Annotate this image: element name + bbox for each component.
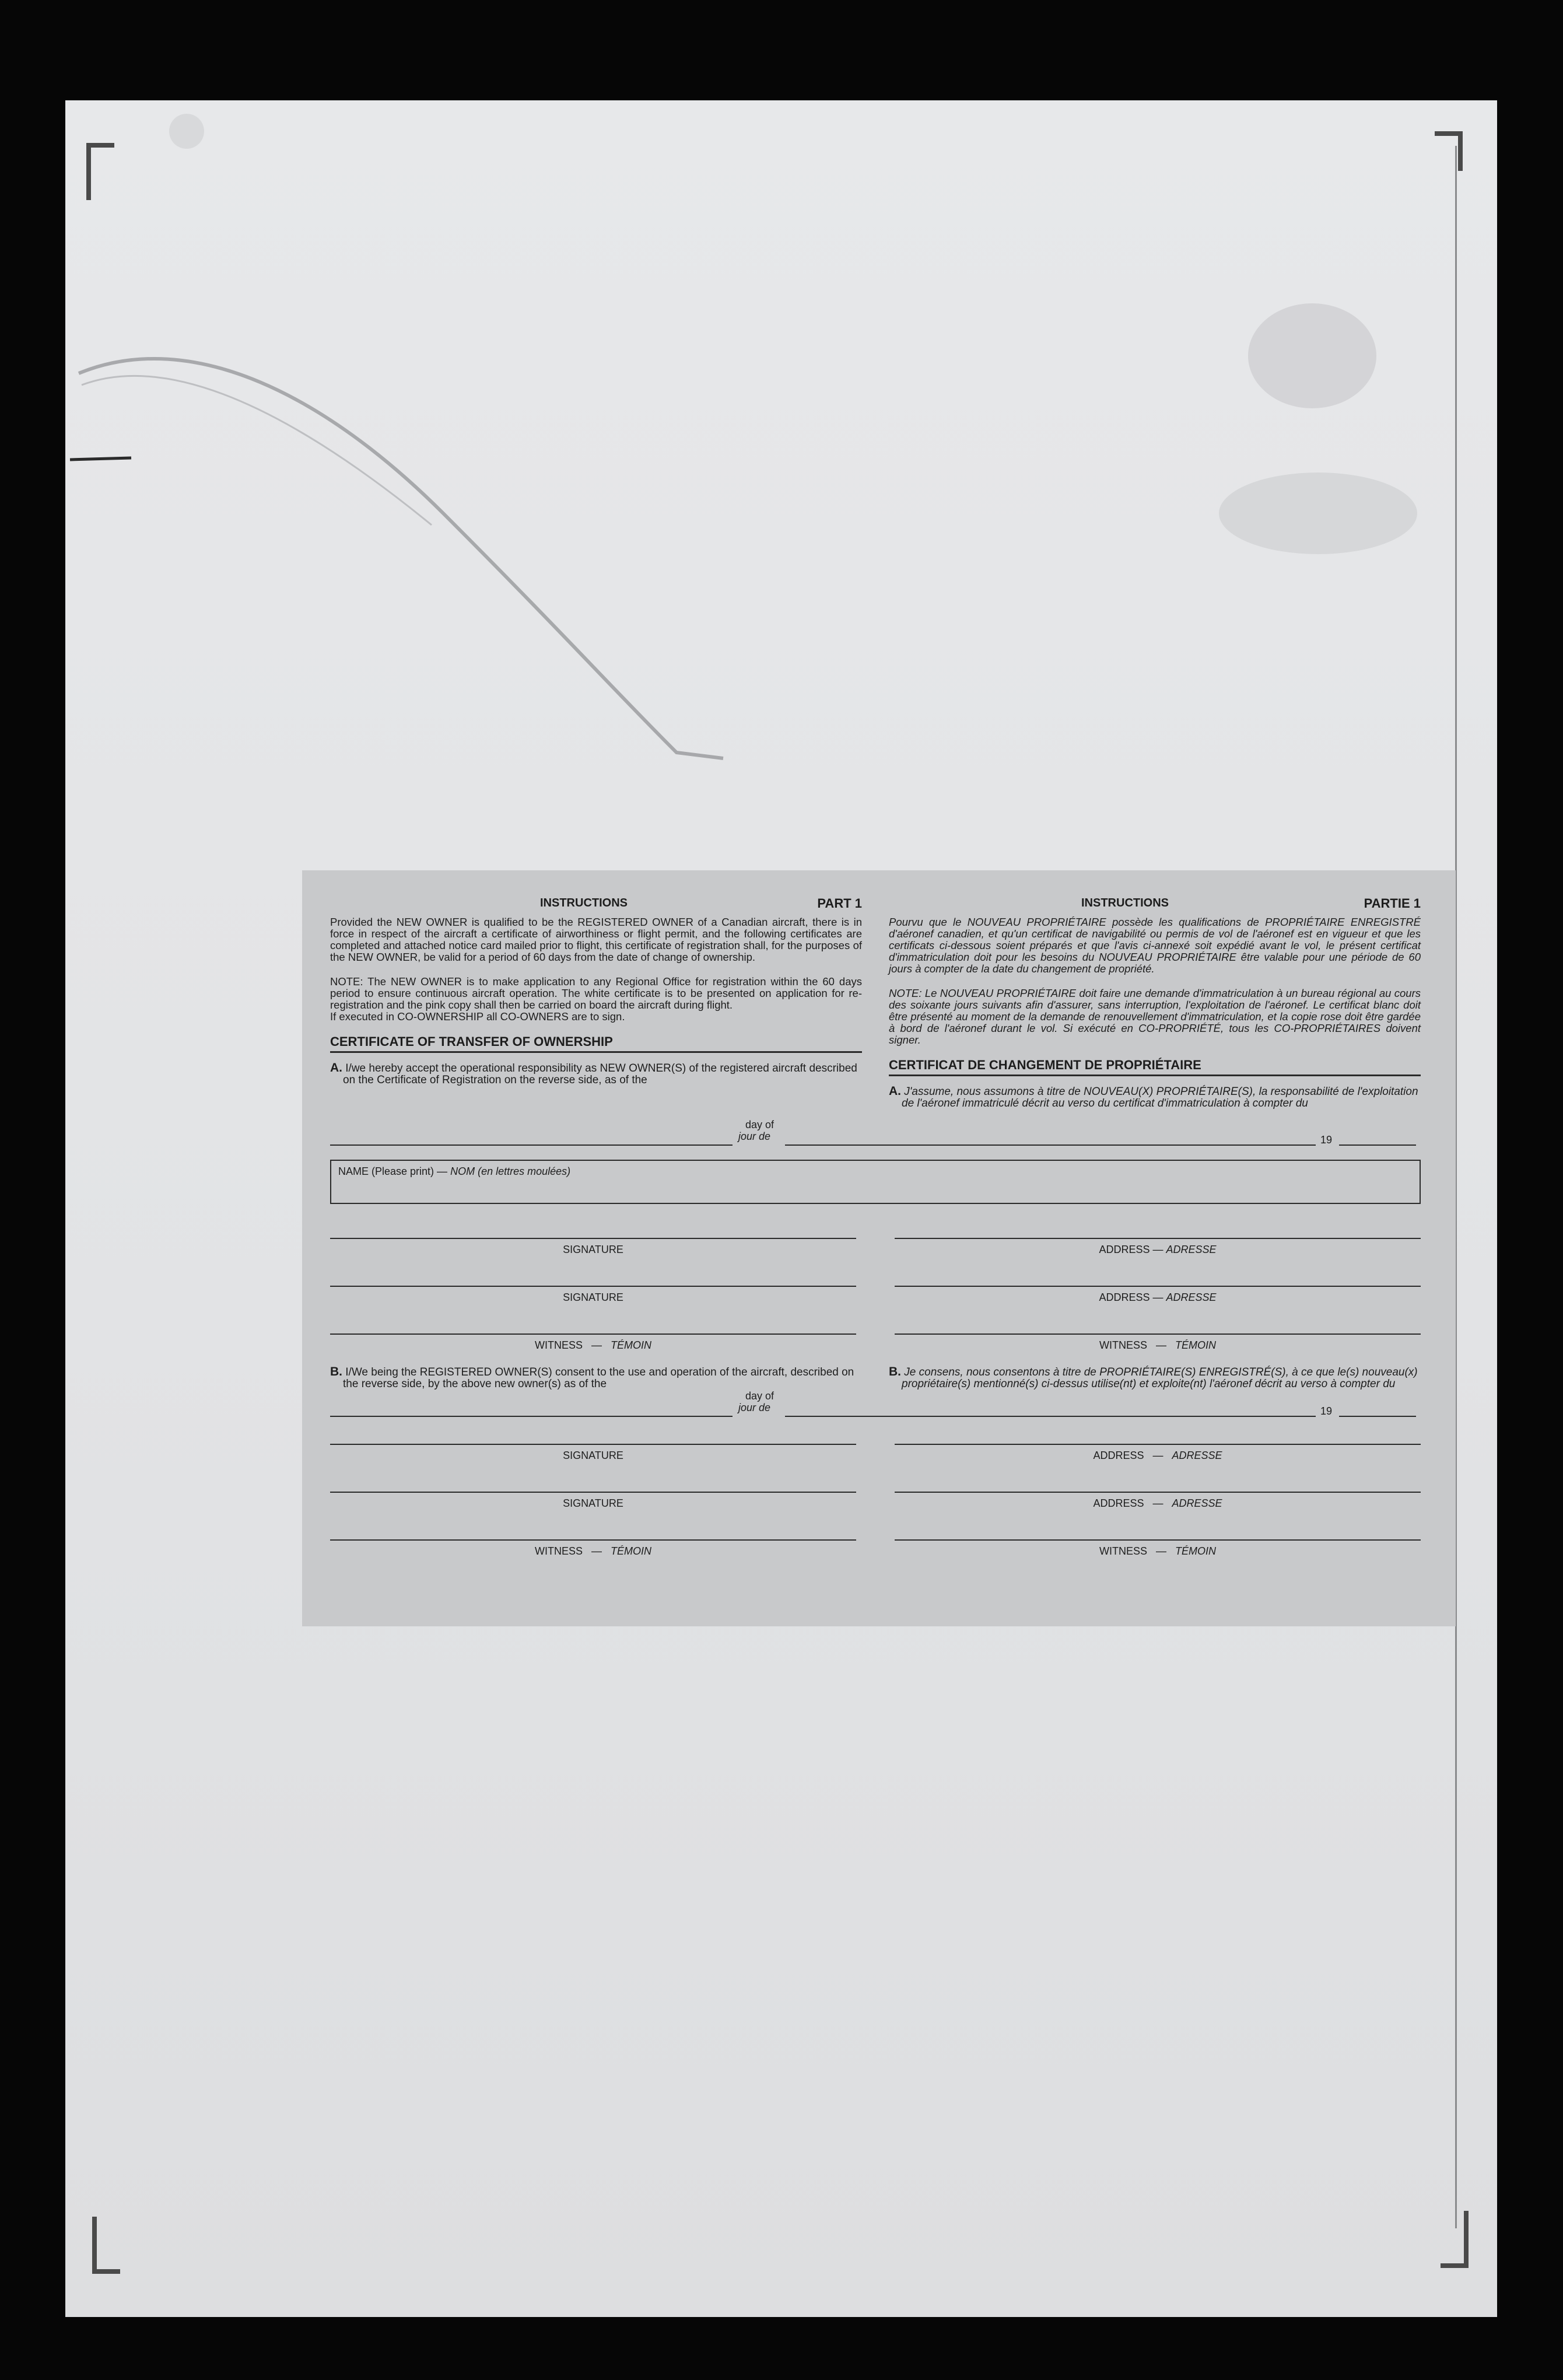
part-label: PART 1 xyxy=(817,896,862,911)
transfer-of-ownership-form xyxy=(302,870,1456,1626)
signature-row-2 xyxy=(330,1286,1421,1304)
instructions-french xyxy=(889,897,1421,1110)
name-field[interactable]: NAME (Please print) — NOM (en lettres moulées) xyxy=(330,1160,1421,1204)
clause-letter: A. xyxy=(330,1061,342,1074)
date-row-a xyxy=(330,1119,1421,1156)
signature-row-4 xyxy=(330,1492,1421,1510)
signature-field-2[interactable]: SIGNATURE xyxy=(330,1286,856,1304)
clause-a-french xyxy=(889,1086,1421,1110)
signature-row-3 xyxy=(330,1444,1421,1462)
instructions-paragraph: Provided the NEW OWNER is qualified to be the REGISTERED OWNER of a Canadian aircraft, there is in force in respect of the aircraft a certificate of airworthiness or flight permit, and the following certificates are completed and attached notice card mailed prior to flight, this certificate of registration shall, for the purposes of the NEW OWNER, be valid for a period of 60 days from the date of change of ownership. xyxy=(330,916,862,963)
certificate-title: CERTIFICATE OF TRANSFER OF OWNERSHIP xyxy=(330,1035,862,1053)
witness-row-b xyxy=(330,1539,1421,1558)
owner-witness-field-2[interactable]: WITNESS — TÉMOIN xyxy=(895,1539,1421,1558)
instructions-english xyxy=(330,897,862,1110)
clause-b-french: B. Je consens, nous consentons à titre de PROPRIÉTAIRE(S) ENREGISTRÉ(S), à ce que le(s) nouveau(x) propriétaire(s) mentionné(s) ci-dessus utilise(nt) et exploite(nt) l'aéronef décrit au verso à compter du xyxy=(889,1365,1418,1390)
signature-row-1 xyxy=(330,1238,1421,1256)
day-of-label: day of jour de xyxy=(738,1119,775,1142)
owner-address-field[interactable]: ADDRESS — ADRESSE xyxy=(895,1444,1421,1462)
witness-row-a xyxy=(330,1334,1421,1352)
instructions-note-fr: NOTE: Le NOUVEAU PROPRIÉTAIRE doit faire une demande d'immatriculation à un bureau régional au cours des soixante jours suivants afin d'assurer, sans interruption, l'exploitation de l'aéronef. Le certificat blanc doit être présenté au moment de la demande de renouvellement d'immatriculation, et la copie rose doit être gardée à bord de l'aéronef durant le vol. Si exécuté en CO-PROPRIÉTÉ, tous les CO-PROPRIÉTAIRES doivent signer. xyxy=(889,987,1421,1046)
instructions-heading: INSTRUCTIONS xyxy=(540,897,628,909)
date-line-year-b[interactable] xyxy=(1339,1416,1416,1417)
instructions-heading-fr: INSTRUCTIONS xyxy=(1081,897,1169,909)
instructions-co-ownership: If executed in CO-OWNERSHIP all CO-OWNERS are to sign. xyxy=(330,1010,625,1023)
date-line-year[interactable] xyxy=(1339,1144,1416,1146)
date-line-day-b[interactable] xyxy=(330,1416,733,1417)
clause-a-english xyxy=(330,1062,862,1086)
date-line-month-b[interactable] xyxy=(785,1416,1316,1417)
owner-address-field-2[interactable]: ADDRESS — ADRESSE xyxy=(895,1492,1421,1510)
year-prefix: 19 xyxy=(1320,1134,1333,1146)
date-line-month[interactable] xyxy=(785,1144,1316,1146)
instructions-note: NOTE: The NEW OWNER is to make application to any Regional Office for registration within the 60 days period to ensure continuous aircraft operation. The white certificate is to be presented on application for re-registration and the pink copy shall then be carried on board the aircraft during flight. xyxy=(330,975,862,1011)
witness-field-2[interactable]: WITNESS — TÉMOIN xyxy=(895,1334,1421,1352)
signature-field[interactable]: SIGNATURE xyxy=(330,1238,856,1256)
owner-signature-field-2[interactable]: SIGNATURE xyxy=(330,1492,856,1510)
clause-letter-fr: A. xyxy=(889,1084,901,1098)
clause-text-fr: J'assume, nous assumons à titre de NOUVEAU(X) PROPRIÉTAIRE(S), la responsabilité de l'exploitation de l'aéronef immatriculé décrit au verso du certificat d'immatriculation à compter du xyxy=(902,1086,1418,1110)
witness-field[interactable]: WITNESS — TÉMOIN xyxy=(330,1334,856,1352)
clause-text: I/we hereby accept the operational responsibility as NEW OWNER(S) of the registered aircraft described on the Certificate of Registration on the reverse side, as of the xyxy=(343,1062,857,1086)
address-field-2[interactable]: ADDRESS — ADRESSE xyxy=(895,1286,1421,1304)
certificate-title-fr: CERTIFICAT DE CHANGEMENT DE PROPRIÉTAIRE xyxy=(889,1059,1421,1076)
owner-witness-field[interactable]: WITNESS — TÉMOIN xyxy=(330,1539,856,1558)
clause-b-english: B. I/We being the REGISTERED OWNER(S) consent to the use and operation of the aircraft, described on the reverse side, by the above new owner(s) as of the xyxy=(330,1365,854,1390)
date-row-b: day of jour de 19 xyxy=(330,1390,1421,1427)
date-line-day[interactable] xyxy=(330,1144,733,1146)
owner-signature-field[interactable]: SIGNATURE xyxy=(330,1444,856,1462)
address-field[interactable]: ADDRESS — ADRESSE xyxy=(895,1238,1421,1256)
part-label-fr: PARTIE 1 xyxy=(1364,896,1421,911)
instructions-paragraph-fr: Pourvu que le NOUVEAU PROPRIÉTAIRE possède les qualifications de PROPRIÉTAIRE ENREGISTRÉ d'aéronef canadien, et qu'un certificat de navigabilité ou permis de vol de l'aéronef est en vigueur et que les certificats ci-dessous soient préparés et que l'avis ci-annexé soit expédié avant le vol, le présent certificat d'immatriculation doit pour les besoins du NOUVEAU PROPRIÉTAIRE être valable pour une période de 60 jours à compter de la date du changement de propriété. xyxy=(889,916,1421,975)
